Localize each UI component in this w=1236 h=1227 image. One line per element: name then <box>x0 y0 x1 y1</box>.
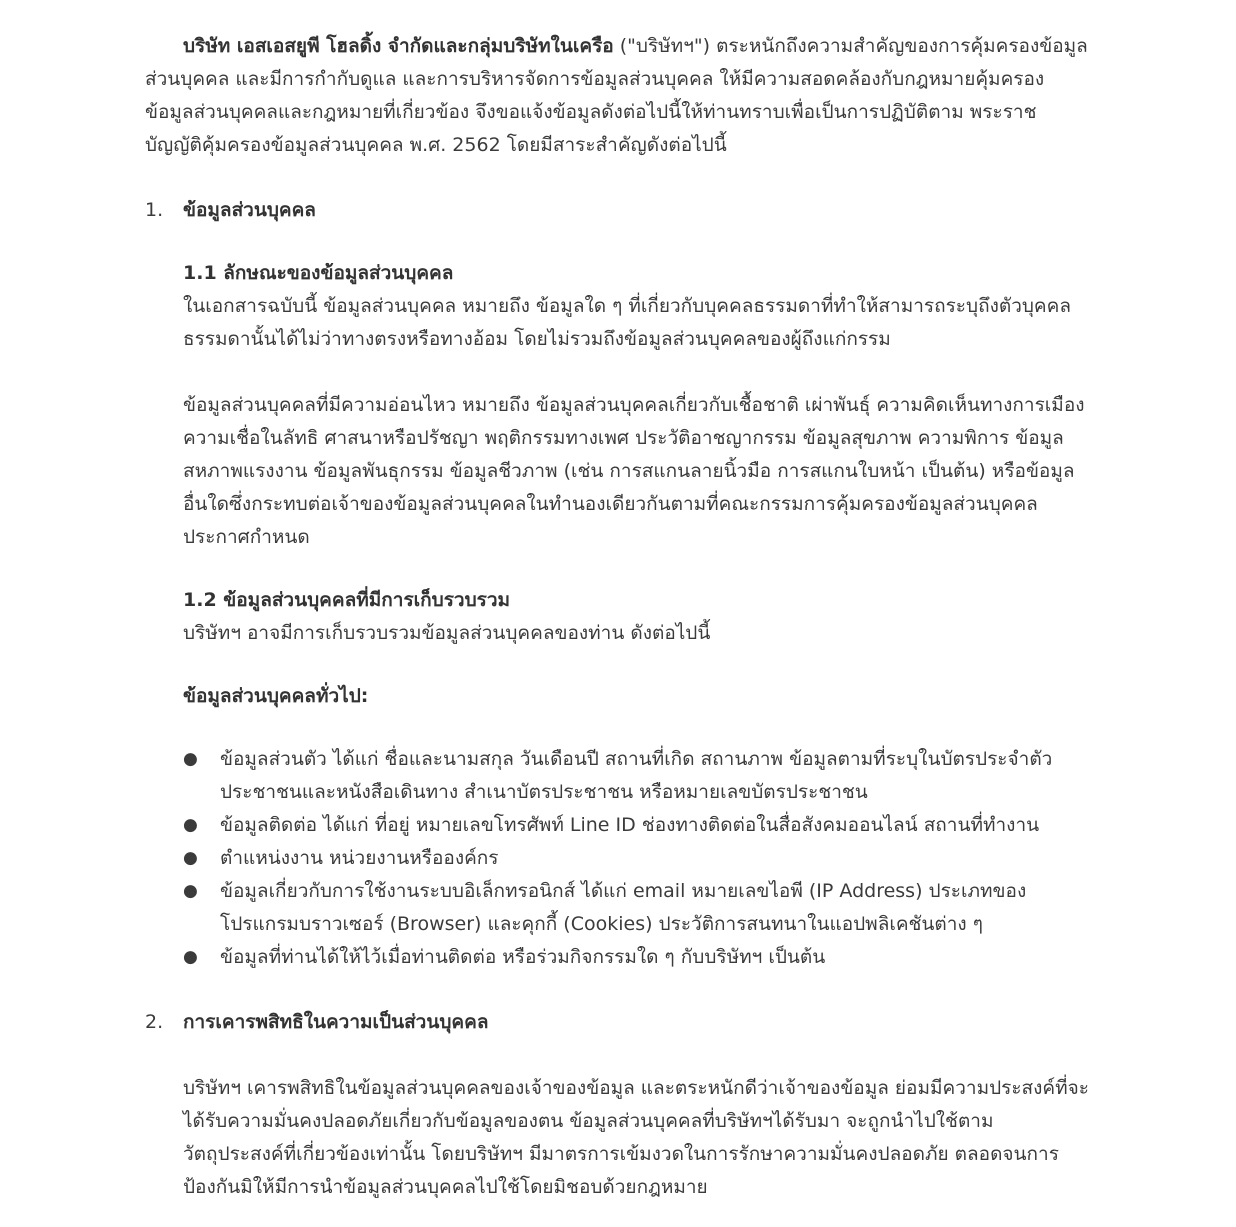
list-item <box>183 941 1090 974</box>
list-item <box>183 875 1090 941</box>
general-data-list <box>183 743 1090 974</box>
list-item <box>183 743 1090 809</box>
general-data-title: ข้อมูลส่วนบุคคลทั่วไป: <box>183 685 369 707</box>
bullet-icon: ● <box>183 881 198 901</box>
list-item-text: ข้อมูลเกี่ยวกับการใช้งานระบบอิเล็กทรอนิกส์ ได้แก่ email หมายเลขไอพี (IP Address) ประเภทของโปรแกรมบราวเซอร์ (Browser) และคุกกี้ (Cookies) ประวัติการสนทนาในแอปพลิเคชันต่าง ๆ <box>220 880 1027 935</box>
section-2-body <box>183 1072 1090 1204</box>
section-2-paragraph: บริษัทฯ เคารพสิทธิในข้อมูลส่วนบุคคลของเจ้าของข้อมูล และตระหนักดีว่าเจ้าของข้อมูล ย่อมมีความประสงค์ที่จะได้รับความมั่นคงปลอดภัยเกี่ยวกับข้อมูลของตน ข้อมูลส่วนบุคคลที่บริษัทฯได้รับมา จะถูกนำไปใช้ตามวัตถุประสงค์ที่เกี่ยวข้องเท่านั้น โดยบริษัทฯ มีมาตรการเข้มงวดในการรักษาความมั่นคงปลอดภัย ตลอดจนการป้องกันมิให้มีการนำข้อมูลส่วนบุคคลไปใช้โดยมิชอบด้วยกฎหมาย <box>183 1077 1090 1198</box>
bullet-icon: ● <box>183 815 198 835</box>
section-title: ข้อมูลส่วนบุคคล <box>183 199 316 221</box>
list-item-text: ข้อมูลที่ท่านได้ให้ไว้เมื่อท่านติดต่อ หรือร่วมกิจกรรมใด ๆ กับบริษัทฯ เป็นต้น <box>220 946 826 968</box>
subsection-1-1-paragraph: ในเอกสารฉบับนี้ ข้อมูลส่วนบุคคล หมายถึง ข้อมูลใด ๆ ที่เกี่ยวกับบุคคลธรรมดาที่ทำให้สามารถระบุถึงตัวบุคคลธรรมดานั้นได้ไม่ว่าทางตรงหรือทางอ้อม โดยไม่รวมถึงข้อมูลส่วนบุคคลของผู้ถึงแก่กรรม <box>183 295 1071 350</box>
section-2-heading <box>145 1006 1090 1039</box>
bullet-icon: ● <box>183 947 198 967</box>
section-number: 1. <box>145 199 164 221</box>
subsection-1-1-title: 1.1 ลักษณะของข้อมูลส่วนบุคคล <box>183 262 454 284</box>
list-item <box>183 842 1090 875</box>
company-name: บริษัท เอสเอสยูพี โฮลดิ้ง จำกัดและกลุ่มบริษัทในเครือ <box>183 35 614 57</box>
intro-paragraph <box>145 30 1090 162</box>
section-1-body <box>183 257 1090 713</box>
bullet-icon: ● <box>183 848 198 868</box>
section-title: การเคารพสิทธิในความเป็นส่วนบุคคล <box>183 1011 489 1033</box>
list-item <box>183 809 1090 842</box>
subsection-1-2-paragraph: บริษัทฯ อาจมีการเก็บรวบรวมข้อมูลส่วนบุคคลของท่าน ดังต่อไปนี้ <box>183 622 711 644</box>
list-item-text: ข้อมูลติดต่อ ได้แก่ ที่อยู่ หมายเลขโทรศัพท์ Line ID ช่องทางติดต่อในสื่อสังคมออนไลน์ สถานที่ทำงาน <box>220 814 1040 836</box>
section-1-heading <box>145 194 1090 227</box>
privacy-document <box>145 30 1090 1204</box>
list-item-text: ข้อมูลส่วนตัว ได้แก่ ชื่อและนามสกุล วันเดือนปี สถานที่เกิด สถานภาพ ข้อมูลตามที่ระบุในบัตรประจำตัวประชาชนและหนังสือเดินทาง สำเนาบัตรประชาชน หรือหมายเลขบัตรประชาชน <box>220 748 1053 803</box>
bullet-icon: ● <box>183 749 198 769</box>
list-item-text: ตำแหน่งงาน หน่วยงานหรือองค์กร <box>220 847 499 869</box>
section-number: 2. <box>145 1011 164 1033</box>
intro-text: ("บริษัทฯ") ตระหนักถึงความสำคัญของการคุ้มครองข้อมูลส่วนบุคคล และมีการกำกับดูแล และการบริหารจัดการข้อมูลส่วนบุคคล ให้มีความสอดคล้องกับกฎหมายคุ้มครองข้อมูลส่วนบุคคลและกฎหมายที่เกี่ยวข้อง จึงขอแจ้งข้อมูลดังต่อไปนี้ให้ท่านทราบเพื่อเป็นการปฏิบัติตาม พระราชบัญญัติคุ้มครองข้อมูลส่วนบุคคล พ.ศ. 2562 โดยมีสาระสำคัญดังต่อไปนี้ <box>145 35 1088 156</box>
sensitive-data-paragraph: ข้อมูลส่วนบุคคลที่มีความอ่อนไหว หมายถึง ข้อมูลส่วนบุคคลเกี่ยวกับเชื้อชาติ เผ่าพันธุ์ ความคิดเห็นทางการเมือง ความเชื่อในลัทธิ ศาสนาหรือปรัชญา พฤติกรรมทางเพศ ประวัติอาชญากรรม ข้อมูลสุขภาพ ความพิการ ข้อมูลสหภาพแรงงาน ข้อมูลพันธุกรรม ข้อมูลชีวภาพ (เช่น การสแกนลายนิ้วมือ การสแกนใบหน้า เป็นต้น) หรือข้อมูลอื่นใดซึ่งกระทบต่อเจ้าของข้อมูลส่วนบุคคลในทำนองเดียวกันตามที่คณะกรรมการคุ้มครองข้อมูลส่วนบุคคลประกาศกำหนด <box>183 394 1085 548</box>
subsection-1-2-title: 1.2 ข้อมูลส่วนบุคคลที่มีการเก็บรวบรวม <box>183 589 511 611</box>
